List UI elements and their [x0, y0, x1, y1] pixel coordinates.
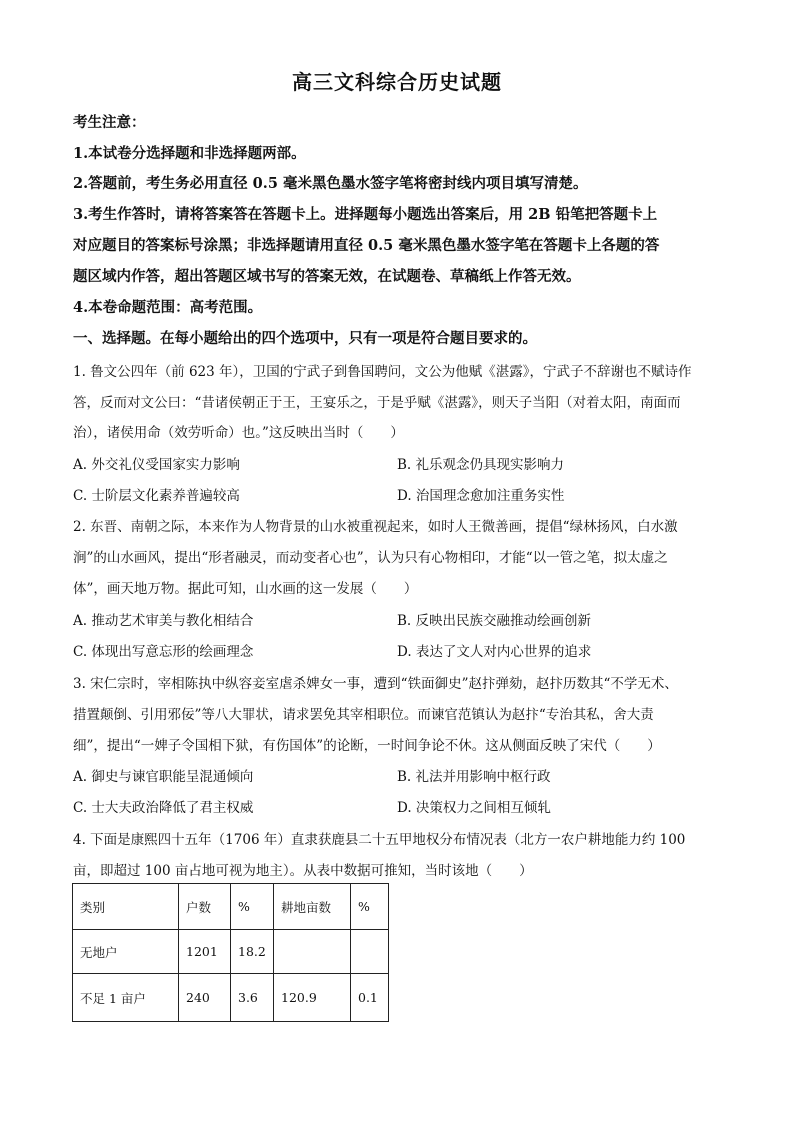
table-cell: 1201 — [179, 930, 231, 974]
question-stem-line: 措置颠倒、引用邪佞”等八大罪状，请求罢免其宰相职位。而谏官范镇认为赵抃“专治其私，舍大责 — [73, 707, 654, 723]
notice-item: 对应题目的答案标号涂黑；非选择题请用直径 0.5 毫米黑色墨水签字笔在答题卡上各题的答 — [73, 237, 660, 254]
table-cell: 无地户 — [73, 930, 179, 974]
option-c: C. 体现出写意忘形的绘画理念 — [73, 644, 254, 660]
table-header-cell: 类别 — [73, 884, 179, 930]
option-b: B. 反映出民族交融推动绘画创新 — [397, 613, 592, 629]
option-a: A. 推动艺术审美与教化相结合 — [73, 613, 254, 629]
question-stem-line: 细”，提出“一婢子令国相下狱，有伤国体”的论断，一时间争论不休。这从侧面反映了宋代（ ） — [73, 738, 661, 754]
exam-title: 高三文科综合历史试题 — [292, 70, 502, 94]
option-d: D. 表达了文人对内心世界的追求 — [397, 644, 592, 660]
option-d: D. 决策权力之间相互倾轧 — [397, 800, 551, 816]
question-stem-line: 答，反而对文公曰：“昔诸侯朝正于王，王宴乐之，于是乎赋《湛露》，则天子当阳（对着太阳，南面而 — [73, 395, 681, 411]
question-stem-line: 涧”的山水画风，提出“形者融灵，而动变者心也”，认为只有心物相印，才能“以一管之笔，拟太虚之 — [73, 550, 668, 566]
table-header-cell: % — [351, 884, 389, 930]
table-header-row — [73, 884, 389, 930]
table-cell: 不足 1 亩户 — [73, 974, 179, 1022]
land-distribution-table — [72, 883, 389, 1022]
option-a: A. 外交礼仪受国家实力影响 — [73, 457, 240, 473]
option-b: B. 礼乐观念仍具现实影响力 — [397, 457, 565, 473]
table-header-cell: 耕地亩数 — [274, 884, 351, 930]
table-row — [73, 930, 389, 974]
table-cell — [351, 930, 389, 974]
notice-item: 3.考生作答时，请将答案答在答题卡上。进择题每小题选出答案后，用 2B 铅笔把答题卡上 — [73, 206, 658, 223]
question-stem-line: 2. 东晋、南朝之际，本来作为人物背景的山水被重视起来，如时人王微善画，提倡“绿林扬风，白水激 — [73, 519, 678, 535]
table-cell: 240 — [179, 974, 231, 1022]
table-cell: 0.1 — [351, 974, 389, 1022]
option-b: B. 礼法并用影响中枢行政 — [397, 769, 551, 785]
option-c: C. 士大夫政治降低了君主权威 — [73, 800, 254, 816]
table-header-cell: 户数 — [179, 884, 231, 930]
notice-item: 4.本卷命题范围：高考范围。 — [73, 299, 263, 316]
table-cell: 18.2 — [231, 930, 274, 974]
table-cell: 3.6 — [231, 974, 274, 1022]
notice-item: 题区域内作答，超出答题区域书写的答案无效，在试题卷、草稿纸上作答无效。 — [73, 268, 581, 285]
option-a: A. 御史与谏官职能呈混通倾向 — [73, 769, 254, 785]
notice-item: 1.本试卷分选择题和非选择题两部。 — [73, 145, 306, 162]
question-stem-line: 1. 鲁文公四年（前 623 年），卫国的宁武子到鲁国聘问，文公为他赋《湛露》，宁武子不辞谢也不赋诗作 — [73, 364, 692, 380]
question-stem-line: 体”，画天地万物。据此可知，山水画的这一发展（ ） — [73, 581, 418, 597]
question-stem-line: 4. 下面是康熙四十五年（1706 年）直隶获鹿县二十五甲地权分布情况表（北方一农户耕地能力约 100 — [73, 832, 686, 848]
option-c: C. 士阶层文化素养普遍较高 — [73, 488, 240, 504]
section-heading: 一、选择题。在每小题给出的四个选项中，只有一项是符合题目要求的。 — [73, 330, 537, 347]
option-d: D. 治国理念愈加注重务实性 — [397, 488, 565, 504]
question-stem-line: 治），诸侯用命（效劳听命）也。”这反映出当时（ ） — [73, 425, 404, 441]
notice-item: 2.答题前，考生务必用直径 0.5 毫米黑色墨水签字笔将密封线内项目填写清楚。 — [73, 175, 588, 192]
table-cell: 120.9 — [274, 974, 351, 1022]
question-stem-line: 3. 宋仁宗时，宰相陈执中纵容妾室虐杀婢女一事，遭到“铁面御史”赵抃弹劾，赵抃历数其“不学无术、 — [73, 676, 678, 692]
table-header-cell: % — [231, 884, 274, 930]
table-cell — [274, 930, 351, 974]
notice-heading: 考生注意： — [73, 114, 146, 131]
question-stem-line: 亩，即超过 100 亩占地可视为地主）。从表中数据可推知，当时该地（ ） — [73, 863, 533, 879]
table-row — [73, 974, 389, 1022]
